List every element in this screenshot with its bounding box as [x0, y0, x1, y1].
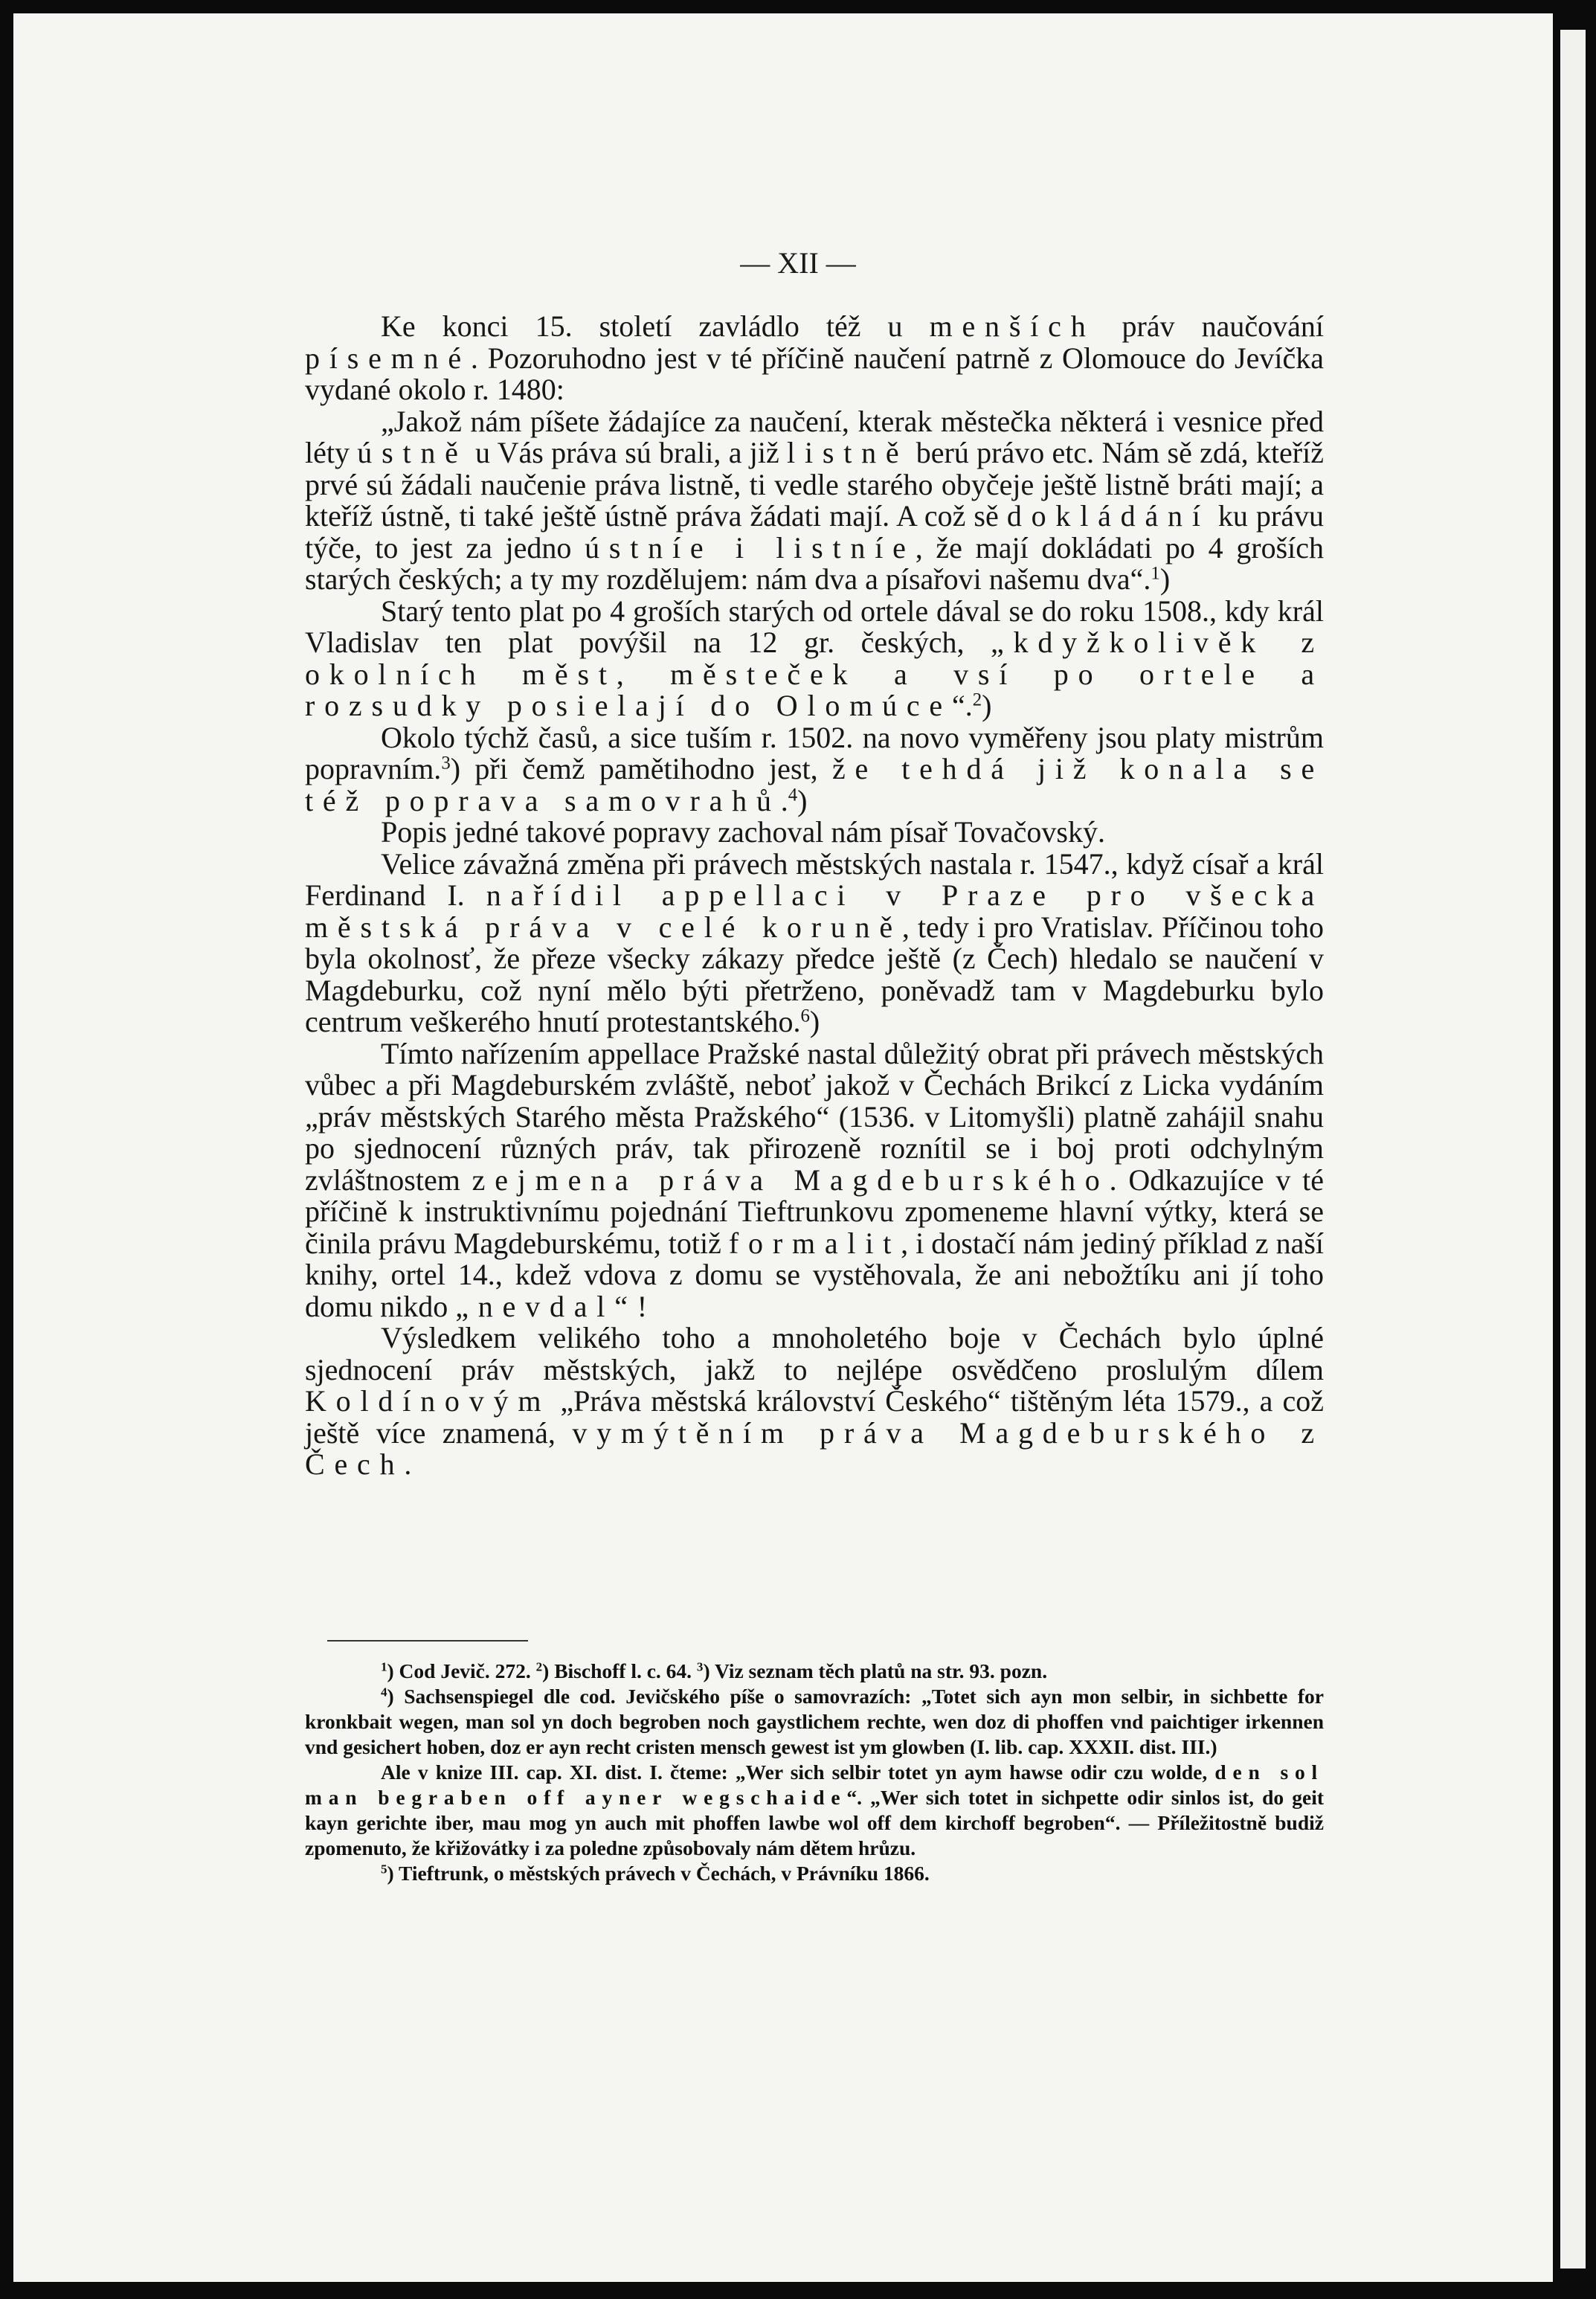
text-run: , tedy i pro Vratislav. Příčinou toho byla okolnosť, že přeze všecky zákazy předce ještě (z Čech) hledalo se naučení v Magdeburku, což nyní mělo býti přetrženo, poněvadž tam v Magdeburku bylo centrum veškerého hnutí protestantského. — [305, 910, 1324, 1038]
spaced-emphasis: zejmena práva Magdeburského — [472, 1163, 1110, 1197]
text-run: berú právo etc. Nám sě zdá, kteříž prvé sú žádali naučenie práva listně, ti vedle starého obyčeje ještě listně bráti mají; a kteříž ústně, ti také ještě ústně práva žádati mají. A což sě — [305, 436, 1324, 533]
text-run: , že mají dokládati po 4 groších starých českých; a ty my rozdělujem: nám dva a písařovi našemu dva“. — [305, 530, 1325, 596]
body-paragraph — [305, 846, 1324, 1038]
spaced-emphasis: vymýtěním práva Magdeburského z Čech — [305, 1415, 1324, 1481]
spaced-emphasis: nařídil appellaci v Praze pro všecka městská práva v celé koruně — [305, 878, 1324, 944]
adjacent-page-edge — [1560, 30, 1586, 2269]
spaced-emphasis: že tehdá již konala se též poprava samovrahů — [305, 752, 1324, 817]
body-paragraph — [305, 311, 1324, 406]
footnote-marker: 6 — [800, 1006, 810, 1026]
text-run: Velice závažná změna při právech městských nastala r. 1547., když císař a král Ferdinand I. — [305, 846, 1324, 912]
footnote-marker: 1 — [381, 1659, 387, 1674]
text-run: ) — [797, 783, 808, 817]
footnote-marker: 3 — [696, 1659, 704, 1674]
footnote — [305, 1659, 1324, 1684]
body-paragraph — [305, 1038, 1324, 1323]
footnote-marker: 1 — [1151, 563, 1160, 584]
text-run: ) Viz seznam těch platů na str. 93. pozn. — [703, 1659, 1048, 1682]
text-run: . — [780, 783, 788, 817]
footnote-marker: 4 — [788, 784, 798, 805]
spaced-emphasis: „nevdal“ — [455, 1289, 637, 1323]
spaced-emphasis: „kdyžkolivěk z okolních měst, městeček a vsí po ortele a rozsudky posielají do Olomúce — [305, 626, 1324, 722]
footnotes — [305, 1659, 1324, 1886]
body-paragraph — [305, 817, 1324, 849]
footnote-marker: 3 — [441, 753, 451, 774]
text-run: “. „Wer sich totet in sichpette odir sinlos ist, do geit kayn gerichte iber, mau mog yn auch mit phoffen lawbe wol off dem kirchoff begroben“. — Příležitostně budiž zpomenuto, že křižovátky i za poledne způsobovaly nám dětem hrůzu. — [305, 1786, 1324, 1859]
spaced-emphasis: den sol man begraben off ayner wegschaide — [305, 1761, 1324, 1809]
text-run: Popis jedné takové popravy zachoval nám písař Tovačovský. — [381, 815, 1105, 849]
footnote — [305, 1861, 1324, 1886]
body-paragraph — [305, 596, 1324, 722]
spaced-emphasis: Koldínovým — [305, 1384, 551, 1418]
text-run: Výsledkem velikého toho a mnoholetého boje v Čechách bylo úplné sjednocení práv městských, jakž to nejlépe osvědčeno proslulým dílem — [305, 1321, 1324, 1386]
text-run: ! — [637, 1289, 648, 1323]
text-run: „Jakož nám píšete žádajíce za naučení, kterak městečka některá i vesnice před léty — [305, 404, 1324, 469]
text-run: . — [404, 1447, 412, 1481]
spaced-emphasis: ústně — [357, 436, 468, 469]
text-run: ) — [809, 1005, 820, 1038]
spaced-emphasis: ústníe i listníe — [585, 530, 916, 565]
text-run: Ale v knize III. cap. XI. dist. I. čteme: „Wer sich selbir totet yn aym hawse odir czu wolde, — [381, 1761, 1215, 1784]
text-run: ) — [982, 689, 992, 722]
spaced-emphasis: dokládání — [1006, 499, 1210, 533]
text-run: u Vás práva sú brali, a již — [467, 436, 788, 469]
text-run: ) Bischoff l. c. 64. — [542, 1659, 697, 1682]
text-run: ) — [1159, 562, 1171, 596]
footnote-marker: 2 — [972, 689, 982, 710]
footnote-rule — [327, 1640, 528, 1642]
body-paragraph — [305, 1322, 1324, 1481]
footnote — [305, 1684, 1324, 1760]
text-run: Tímto nařízením appellace Pražské nastal důležitý obrat při právech městských vůbec a při Magdeburském zvláště, neboť jakož v Čechách Brikcí z Licka vydáním „práv městských Starého města Pražského“ (1536. v Litomyšli) platně zahájil snahu po sjednocení různých práv, tak přirozeně roznítil se i boj proti odchylným zvláštnostem — [305, 1036, 1324, 1197]
spaced-emphasis: písemné — [305, 341, 471, 375]
text-run: Okolo týchž časů, a sice tuším r. 1502. na novo vyměřeny jsou platy mistrům popravním. — [305, 720, 1324, 785]
text-run: ) Tieftrunk, o městských právech v Čechách, v Právníku 1866. — [387, 1862, 930, 1885]
footnote-marker: 5 — [381, 1862, 387, 1877]
page-number: — XII — — [740, 246, 856, 280]
text-run: ) Sachsenspiegel dle cod. Jevičského píše o samovrazích: „Totet sich ayn mon selbir, in sichbette for kronkbait wegen, man sol yn doch begroben noch gaystlichem rechte, wen doz di phoffen vnd paichtiger irkennen vnd gesichert hoben, doz er ayn recht cristen mensch gewest ist ym glowben (I. lib. cap. XXXII. dist. III.) — [305, 1685, 1324, 1758]
text-run: , i dostačí nám jediný příklad z naší knihy, ortel 14., kdež vdova z domu se vystěhovala, že ani nebožtíku ani jí toho domu nikdo — [305, 1226, 1325, 1323]
text-run: Ke konci 15. století zavládlo též u — [381, 309, 930, 343]
spaced-emphasis: listně — [787, 436, 909, 469]
text-run: práv naučování — [1095, 309, 1325, 343]
footnote — [305, 1760, 1324, 1861]
text-run: “. — [952, 689, 973, 722]
text-run: ku právu týče, to jest za jedno — [305, 499, 1324, 565]
body-paragraph — [305, 406, 1324, 596]
text-run: . Pozoruhodno jest v té příčině naučení patrně z Olomouce do Jevíčka vydané okolo r. 1480: — [305, 341, 1324, 406]
footnote-marker: 2 — [535, 1659, 543, 1674]
body-paragraph — [305, 722, 1324, 817]
spaced-emphasis: menších — [929, 309, 1095, 343]
text-run: „Práva městská království Českého“ tištěným léta 1579., a což ještě více znamená, — [305, 1384, 1324, 1450]
spaced-emphasis: formalit — [728, 1226, 901, 1260]
text-run: . Odkazujíce v té příčině k instruktivnímu pojednání Tieftrunkovu zpomeneme hlavní výtky, která se činila právu Magdeburskému, totiž — [305, 1163, 1324, 1260]
text-run: ) při čemž pamětihodno jest, — [450, 752, 832, 785]
footnote-marker: 4 — [381, 1685, 387, 1700]
text-run: Starý tento plat po 4 groších starých od ortele dával se do roku 1508., kdy král Vladislav ten plat povýšil na 12 gr. českých, — [305, 594, 1324, 659]
text-run: ) Cod Jevič. 272. — [387, 1659, 536, 1682]
body-text — [305, 311, 1324, 1481]
